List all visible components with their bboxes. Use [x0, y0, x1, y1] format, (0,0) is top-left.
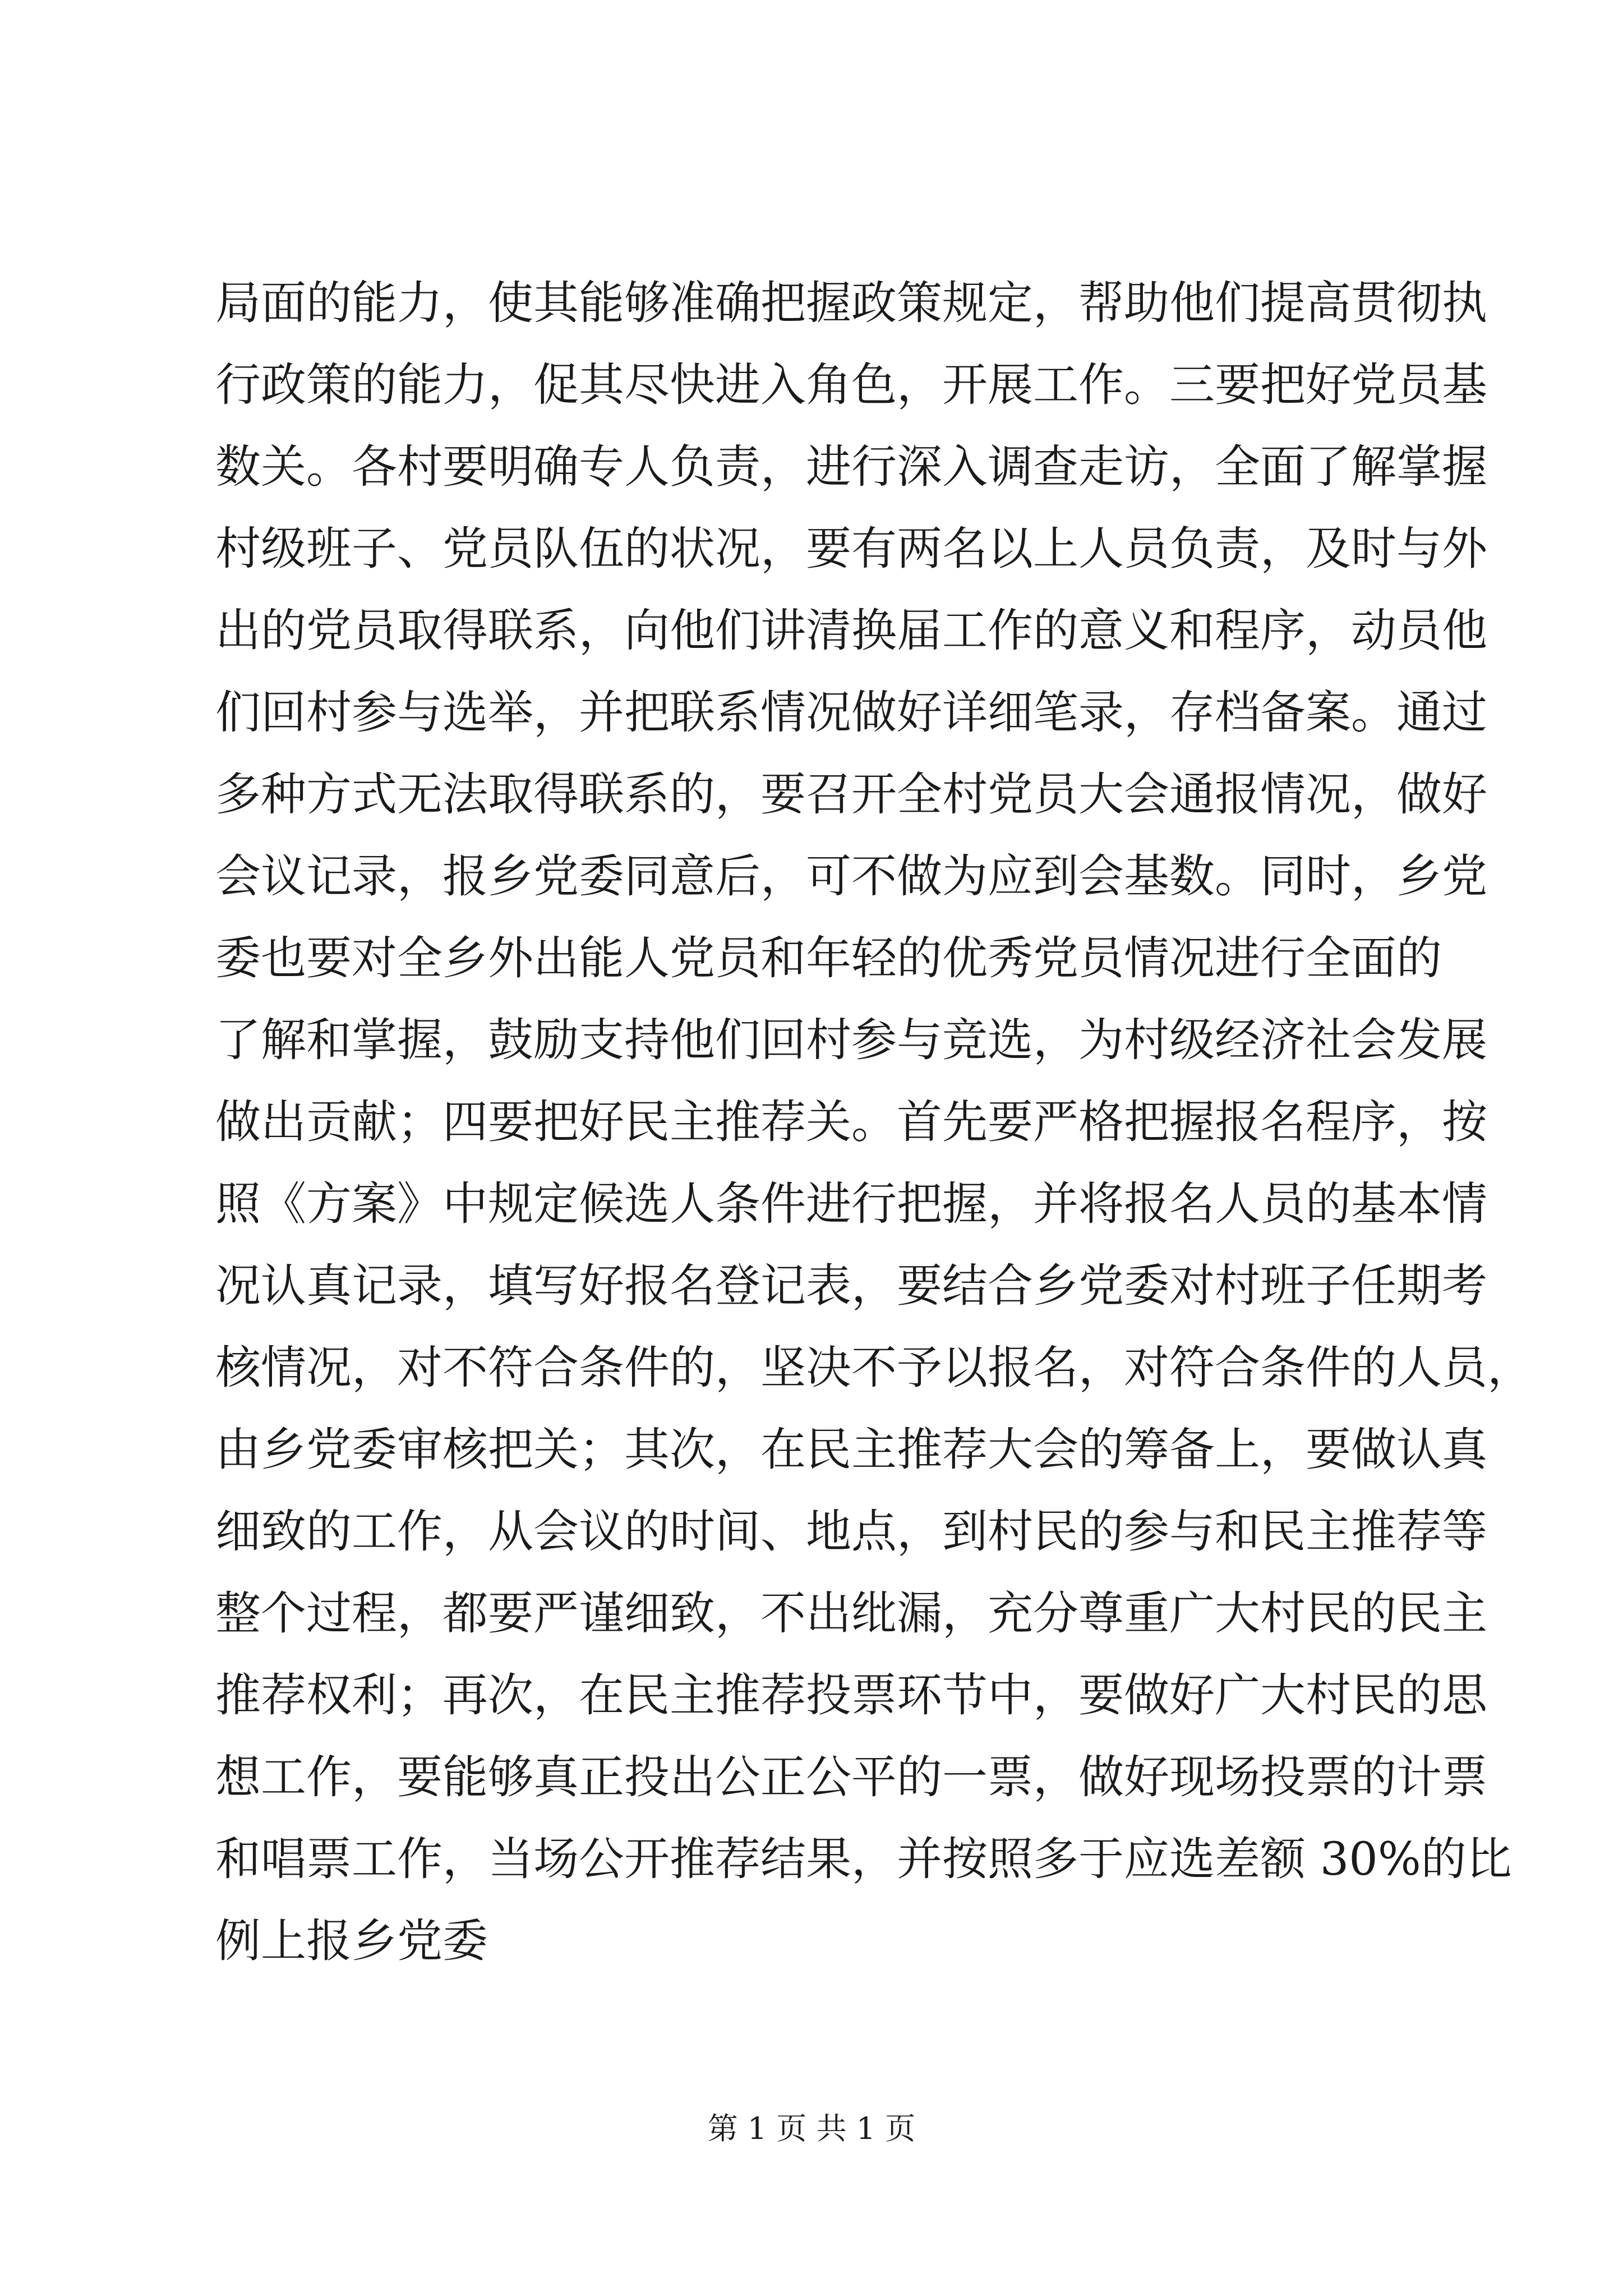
text-line: 做出贡献；四要把好民主推荐关。首先要严格把握报名程序，按: [215, 1096, 1488, 1149]
text-line: 照《方案》中规定候选人条件进行把握，并将报名人员的基本情: [215, 1178, 1488, 1231]
text-line: 整个过程，都要严谨细致，不出纰漏，充分尊重广大村民的民主: [215, 1588, 1488, 1640]
text-line: 由乡党委审核把关；其次，在民主推荐大会的筹备上，要做认真: [215, 1424, 1488, 1476]
text-line: 了解和掌握，鼓励支持他们回村参与竞选，为村级经济社会发展: [215, 1014, 1488, 1067]
text-line: 们回村参与选举，并把联系情况做好详细笔录，存档备案。通过: [215, 687, 1488, 739]
text-line: 例上报乡党委: [215, 1915, 488, 1968]
text-line: 想工作，要能够真正投出公正公平的一票，做好现场投票的计票: [215, 1751, 1488, 1804]
text-line: 和唱票工作，当场公开推荐结果，并按照多于应选差额 30%的比: [215, 1833, 1512, 1886]
text-line: 行政策的能力，促其尽快进入角色，开展工作。三要把好党员基: [215, 359, 1488, 412]
text-line: 委也要对全乡外出能人党员和年轻的优秀党员情况进行全面的: [215, 932, 1442, 985]
text-line: 推荐权利；再次，在民主推荐投票环节中，要做好广大村民的思: [215, 1669, 1488, 1722]
text-line: 细致的工作，从会议的时间、地点，到村民的参与和民主推荐等: [215, 1506, 1488, 1558]
text-line: 多种方式无法取得联系的，要召开全村党员大会通报情况，做好: [215, 769, 1488, 821]
text-line: 局面的能力，使其能够准确把握政策规定，帮助他们提高贯彻执: [215, 277, 1488, 330]
text-line: 数关。各村要明确专人负责，进行深入调查走访，全面了解掌握: [215, 441, 1488, 494]
text-line: 况认真记录，填写好报名登记表，要结合乡党委对村班子任期考: [215, 1260, 1488, 1313]
body-paragraph: [215, 263, 1533, 1982]
page-footer: 第 1 页 共 1 页: [707, 2111, 916, 2146]
text-line: 核情况，对不符合条件的，坚决不予以报名，对符合条件的人员，: [215, 1342, 1533, 1395]
text-line: 村级班子、党员队伍的状况，要有两名以上人员负责，及时与外: [215, 523, 1488, 576]
text-line: 会议记录，报乡党委同意后，可不做为应到会基数。同时，乡党: [215, 850, 1488, 903]
text-line: 出的党员取得联系，向他们讲清换届工作的意义和程序，动员他: [215, 605, 1488, 657]
